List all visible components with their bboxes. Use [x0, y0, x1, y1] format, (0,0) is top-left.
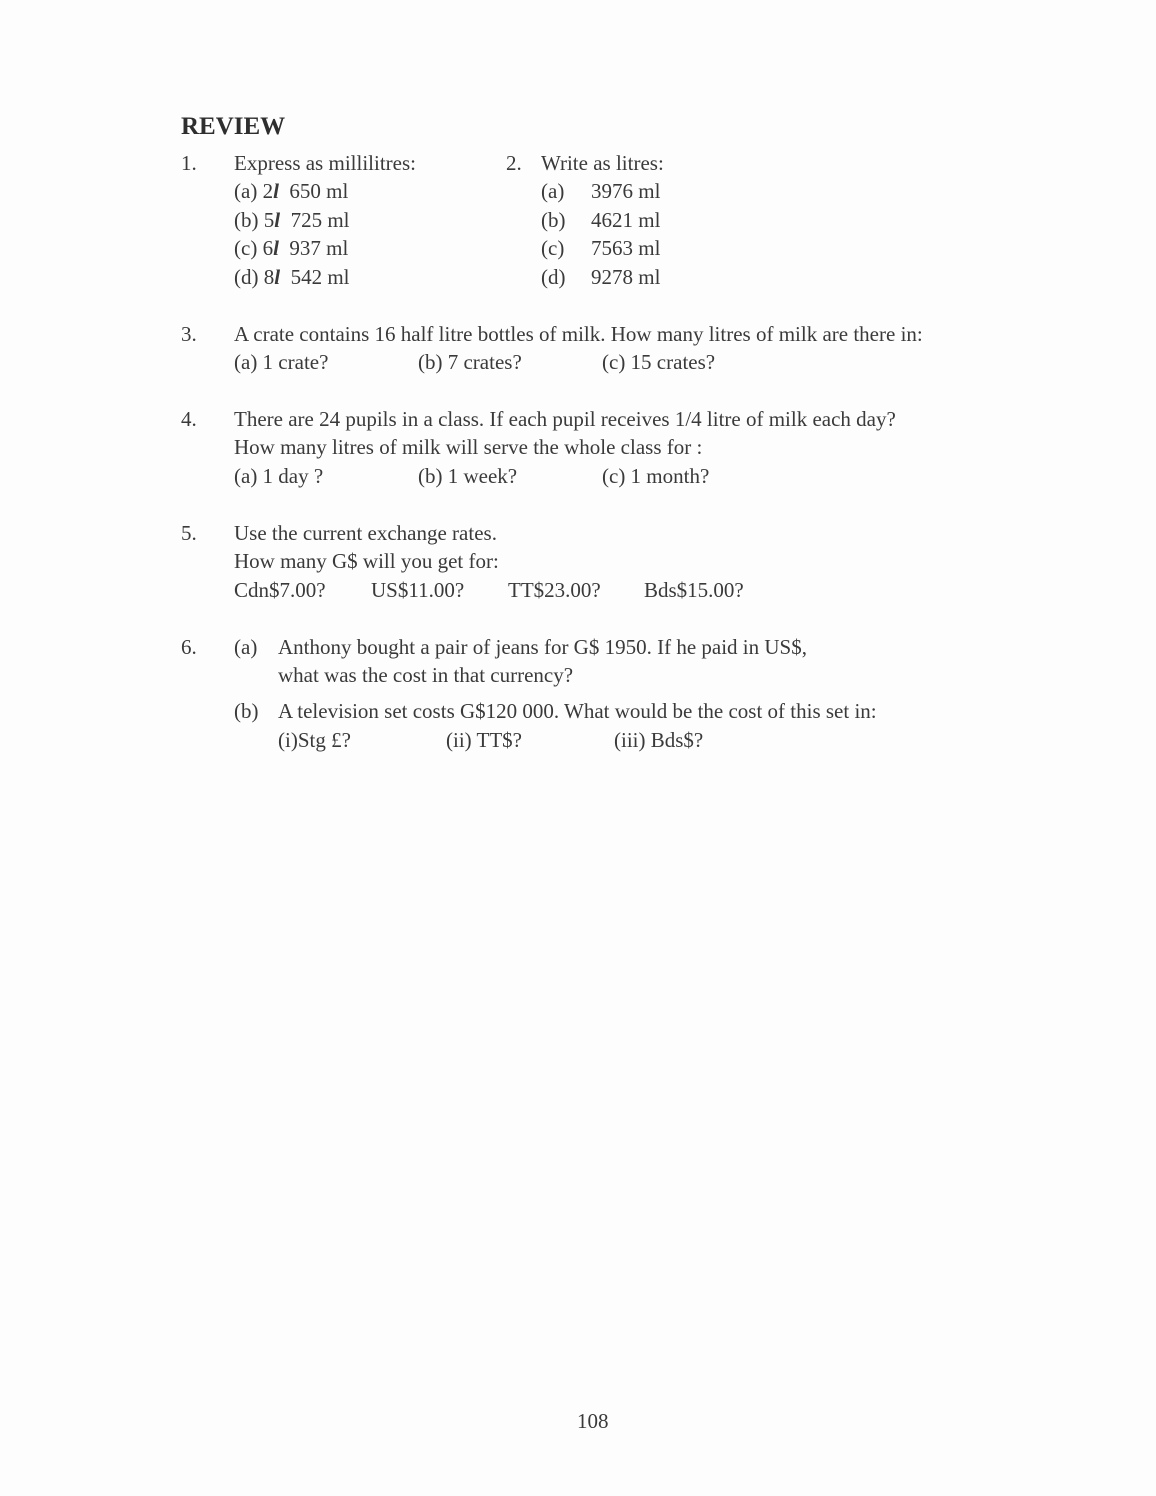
item-label: (c) [234, 236, 258, 260]
q3-part: (a) 1 crate? [234, 350, 329, 374]
q4-number: 4. [181, 407, 197, 431]
q3-text: A crate contains 16 half litre bottles of milk. How many litres of milk are there in: [234, 322, 923, 346]
page-number: 108 [577, 1409, 609, 1433]
q1-item [234, 208, 350, 232]
item-label: (a) [234, 179, 258, 203]
q1-number: 1. [181, 151, 197, 175]
litre-unit: l [273, 236, 279, 260]
q2-item-label: (a) [541, 179, 565, 203]
q2-item-label: (b) [541, 208, 566, 232]
q2-number: 2. [506, 151, 522, 175]
q5-part: Bds$15.00? [644, 578, 744, 602]
q3-number: 3. [181, 322, 197, 346]
q5-part: TT$23.00? [508, 578, 601, 602]
q6a-line2: what was the cost in that currency? [278, 663, 574, 687]
item-ml: 542 ml [290, 265, 350, 289]
q2-text: Write as litres: [541, 151, 664, 175]
item-label: (d) [234, 265, 259, 289]
q4-line1: There are 24 pupils in a class. If each pupil receives 1/4 litre of milk each day? [234, 407, 896, 431]
item-litres: 2 [262, 179, 274, 203]
q4-line2: How many litres of milk will serve the whole class for : [234, 435, 703, 459]
q1-item [234, 265, 350, 289]
q3-part: (b) 7 crates? [418, 350, 522, 374]
q6b-label: (b) [234, 699, 259, 723]
q4-part: (a) 1 day ? [234, 464, 324, 488]
item-label: (b) [234, 208, 259, 232]
litre-unit: l [273, 179, 279, 203]
q6b-part: (i)Stg £? [278, 728, 351, 752]
litre-unit: l [274, 265, 281, 289]
q6a-line1: Anthony bought a pair of jeans for G$ 1950. If he paid in US$, [278, 635, 807, 659]
q1-item [234, 236, 348, 260]
q6b-part: (iii) Bds$? [614, 728, 704, 752]
q5-part: US$11.00? [371, 578, 465, 602]
q2-item-value: 9278 ml [591, 265, 661, 289]
q2-item-value: 4621 ml [591, 208, 661, 232]
q2-item-label: (d) [541, 265, 566, 289]
q6a-label: (a) [234, 635, 258, 659]
item-ml: 937 ml [289, 236, 349, 260]
q2-item-label: (c) [541, 236, 565, 260]
q2-item-value: 3976 ml [591, 179, 661, 203]
q5-number: 5. [181, 521, 197, 545]
item-ml: 650 ml [289, 179, 349, 203]
q5-part: Cdn$7.00? [234, 578, 326, 602]
q3-part: (c) 15 crates? [602, 350, 716, 374]
q6b-line1: A television set costs G$120 000. What would be the cost of this set in: [278, 699, 877, 723]
item-litres: 6 [262, 236, 274, 260]
item-ml: 725 ml [290, 208, 350, 232]
litre-unit: l [274, 208, 281, 232]
q5-line1: Use the current exchange rates. [234, 521, 497, 545]
q1-item [234, 179, 348, 203]
q2-item-value: 7563 ml [591, 236, 661, 260]
q5-line2: How many G$ will you get for: [234, 549, 499, 573]
q6b-part: (ii) TT$? [446, 728, 523, 752]
q4-part: (b) 1 week? [418, 464, 518, 488]
q6-number: 6. [181, 635, 197, 659]
q4-part: (c) 1 month? [602, 464, 710, 488]
q1-text: Express as millilitres: [234, 151, 416, 175]
page-heading: REVIEW [181, 113, 286, 140]
item-litres: 5 [263, 208, 275, 232]
item-litres: 8 [263, 265, 275, 289]
